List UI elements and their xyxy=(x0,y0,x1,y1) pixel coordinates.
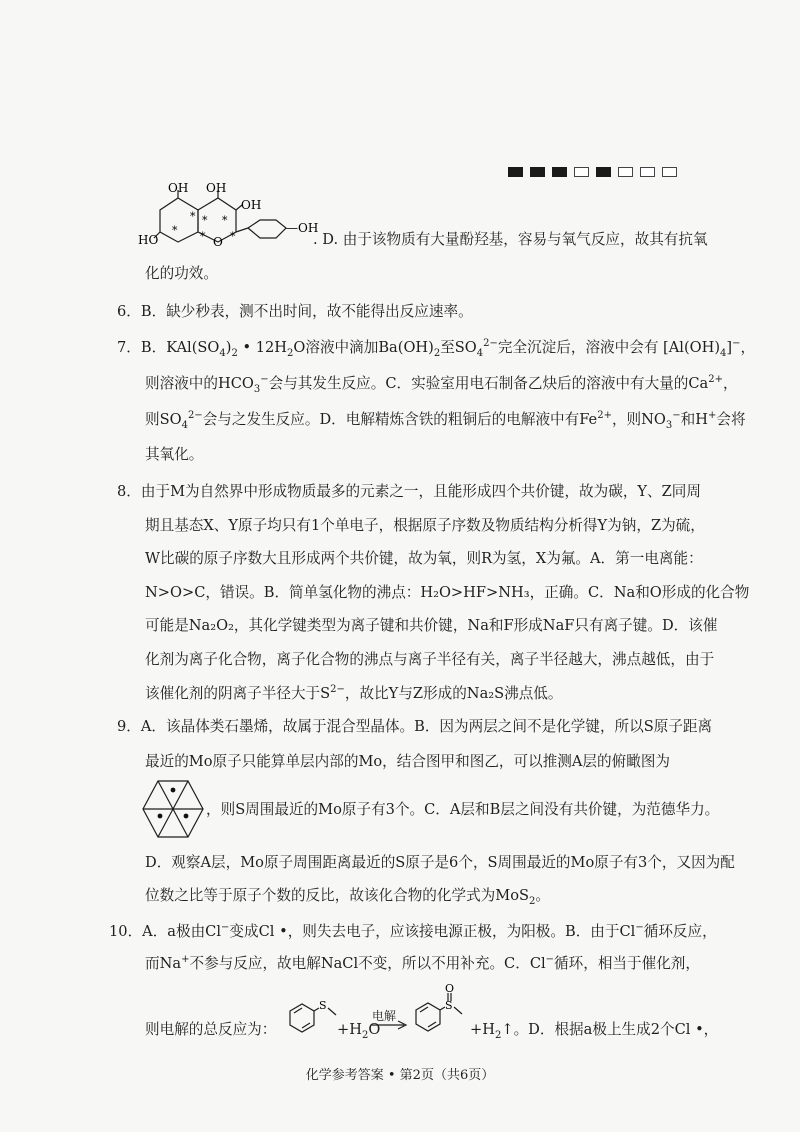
star-3: * xyxy=(222,214,228,227)
header-mark-2 xyxy=(530,167,545,177)
header-mark-3 xyxy=(552,167,567,177)
o-ring-label: O xyxy=(213,235,223,249)
q10-product-structure xyxy=(406,982,476,1042)
q9-line1: 9．A．该晶体类石墨烯，故属于混合型晶体。B．因为两层之间不是化学键，所以S原子距离 xyxy=(117,718,713,735)
page-footer: 化学参考答案 • 第2页（共6页） xyxy=(305,1068,495,1083)
q10-arrow xyxy=(370,1020,410,1030)
star-1: * xyxy=(190,210,196,223)
ring-c xyxy=(248,220,286,238)
q9-line2: 最近的Mo原子只能算单层内部的Mo，结合图甲和图乙，可以推测A层的俯瞰图为 xyxy=(145,753,671,770)
oh-right-label: —OH xyxy=(286,221,319,235)
oh-label-2: OH xyxy=(206,181,227,195)
header-mark-6 xyxy=(618,167,633,177)
q10-water: $+H_2O$ xyxy=(337,1021,381,1041)
ho-label: HO xyxy=(138,233,159,247)
star-5: * xyxy=(200,230,206,243)
q9-line5: 位数之比等于原子个数的反比，故该化合物的化学式为MoS$_2$。 xyxy=(145,887,550,907)
star-4: * xyxy=(172,224,178,237)
s-dot-3 xyxy=(184,814,189,819)
q10-arrow-label: 电解 xyxy=(372,1009,397,1023)
star-6: * xyxy=(230,230,236,243)
q8-line7: 该催化剂的阴离子半径大于$S^{2-}$，故比Y与Z形成的Na₂S沸点低。 xyxy=(145,684,563,702)
header-marks xyxy=(508,167,677,177)
q9-line4: D．观察A层，Mo原子周围距离最近的S原子是6个，S周围最近的Mo原子有3个，又因为配 xyxy=(145,854,735,871)
q8-line3: W比碳的原子序数大且形成两个共价键，故为氧，则R为氢，X为氟。A．第一电离能： xyxy=(145,550,703,567)
q10-line1: 10．A．a极由Cl−变成Cl •，则失去电子，应该接电源正极，为阳极。B．由于Cl−循环反应， xyxy=(109,922,717,940)
q5-tail: . D. 由于该物质有大量酚羟基，容易与氧气反应，故其有抗氧 xyxy=(313,231,708,248)
header-mark-5 xyxy=(596,167,611,177)
q10-reactant-structure xyxy=(272,995,340,1043)
oh-label-1: OH xyxy=(168,181,189,195)
header-mark-4 xyxy=(574,167,589,177)
q7-line3: 则$SO_4^{2-}$会与之发生反应。D．电解精炼含铁的粗铜后的电解液中有$Fe^{2+}$，则$NO_3^-$和H+会将 xyxy=(145,410,746,431)
q8-line2: 期且基态X、Y原子均只有1个单电子，根据原子序数及物质结构分析得Y为钠，Z为硫， xyxy=(145,517,705,534)
q6-line: 6．B．缺少秒表，测不出时间，故不能得出反应速率。 xyxy=(117,303,473,320)
q7-line2: 则溶液中的$HCO_3^-$会与其发生反应。C．实验室用电石制备乙炔后的溶液中有大量的$Ca^{2+}$， xyxy=(145,374,738,395)
header-mark-8 xyxy=(662,167,677,177)
q8-line6: 化剂为离子化合物，离子化合物的沸点与离子半径有关，离子半径越大，沸点越低，由于 xyxy=(145,651,715,668)
q9-hexagon-diagram xyxy=(140,778,206,840)
q5-line2: 化的功效。 xyxy=(145,265,218,282)
q5-structure xyxy=(138,180,319,252)
q9-line3: ，则S周围最近的Mo原子有3个。C．A层和B层之间没有共价键，为范德华力。 xyxy=(206,801,720,818)
star-2: * xyxy=(202,214,208,227)
q7-line4: 其氧化。 xyxy=(145,446,204,463)
header-mark-7 xyxy=(640,167,655,177)
s-label-reactant: S xyxy=(319,999,327,1012)
o-label-product: O xyxy=(445,982,455,995)
q8-line5: 可能是Na₂O₂，其化学键类型为离子键和共价键，Na和F形成NaF只有离子键。D．该催 xyxy=(145,617,718,634)
s-dot-1 xyxy=(171,788,176,793)
q8-line1: 8．由于M为自然界中形成物质最多的元素之一，且能形成四个共价键，故为碳，Y、Z同周 xyxy=(117,483,701,500)
q10-line3-prefix: 则电解的总反应为： xyxy=(145,1021,277,1038)
s-label-product: S xyxy=(445,999,453,1012)
q8-line4: N>O>C，错误。B．简单氢化物的沸点：H₂O>HF>NH₃，正确。C．Na和O形成的化合物 xyxy=(145,584,750,601)
q10-product-tail: $+H_2↑$。D．根据a极上生成2个Cl •， xyxy=(470,1021,719,1041)
q7-line1: 7．B．$KAl(SO_4)_2$ • $12H_2O$溶液中滴加$Ba(OH)_2$至$SO_4^{2-}$完全沉淀后，溶液中会有 $[Al(OH)_4]^-$， xyxy=(117,338,756,359)
header-mark-1 xyxy=(508,167,523,177)
s-dot-2 xyxy=(158,814,163,819)
q10-line2: 而Na+不参与反应，故电解NaCl不变，所以不用补充。C．Cl−循环，相当于催化剂， xyxy=(145,954,700,972)
oh-label-3: OH xyxy=(241,198,262,212)
